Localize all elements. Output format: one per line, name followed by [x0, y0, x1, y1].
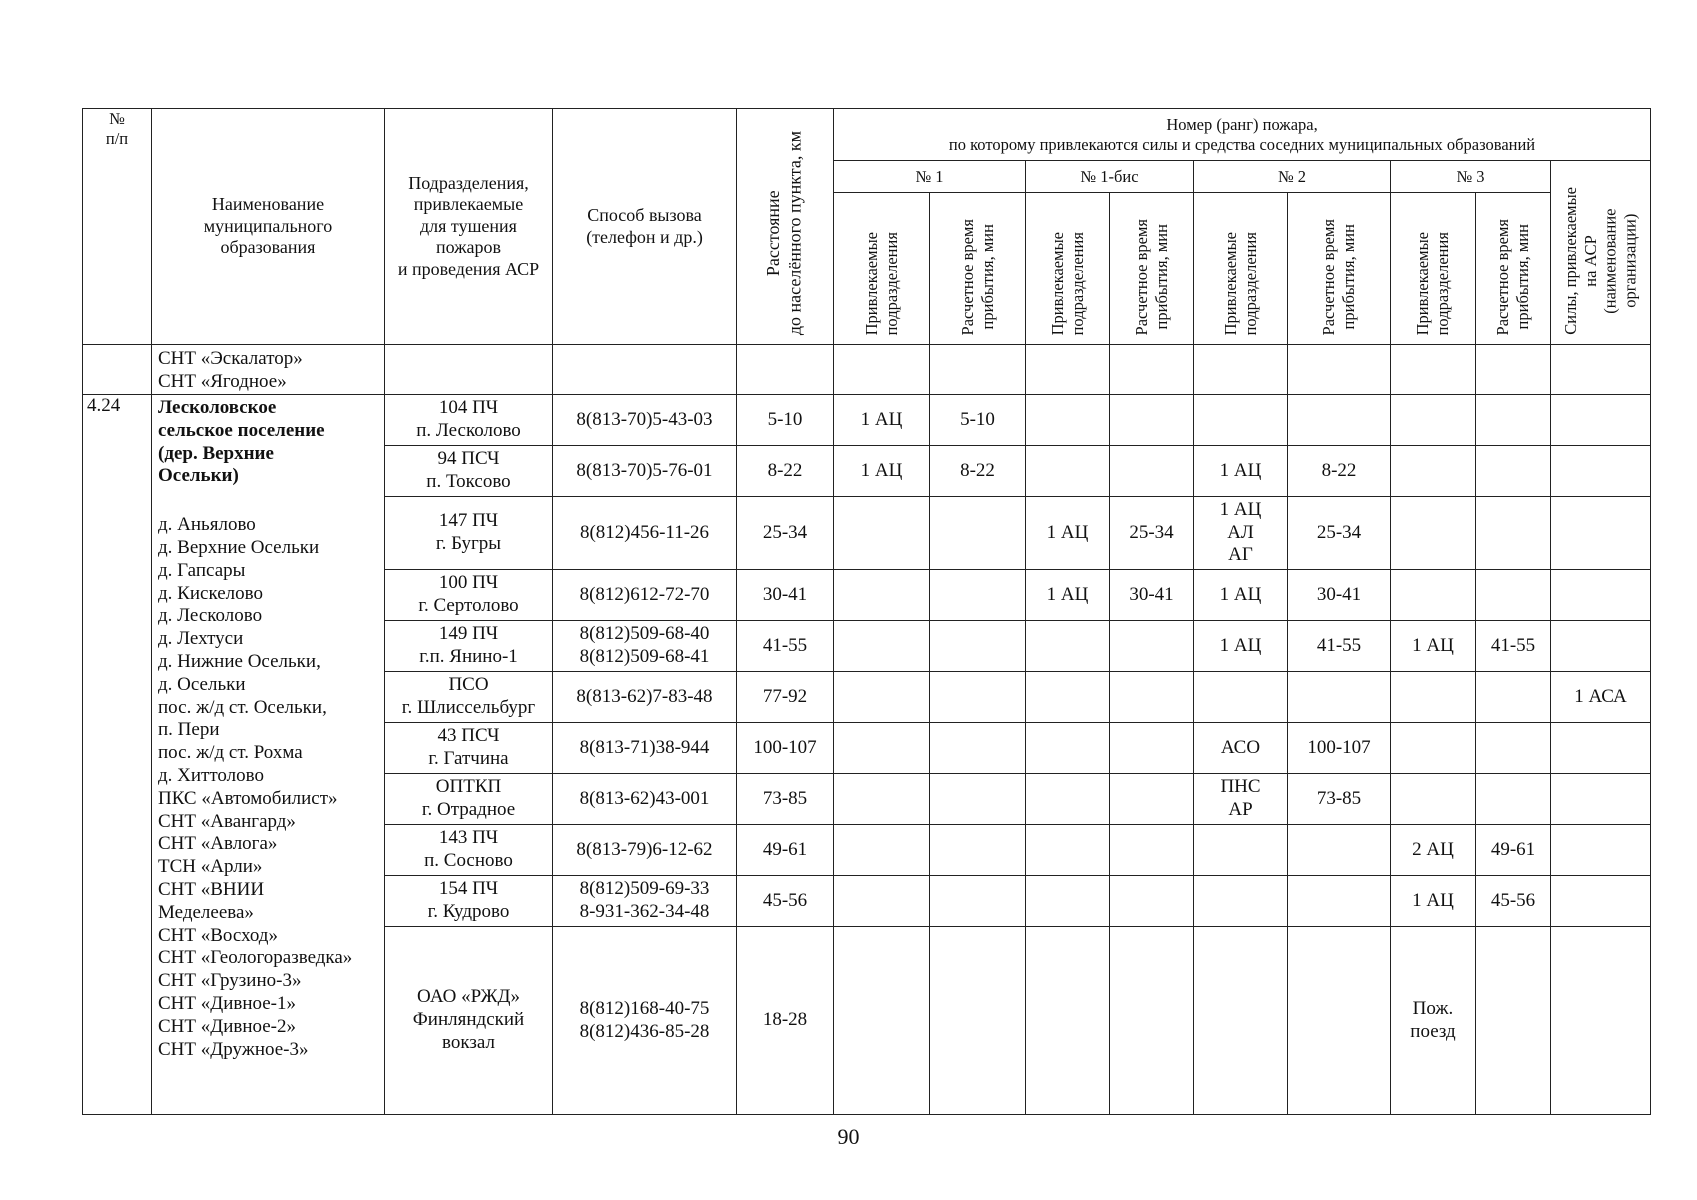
rank3-units-cell — [1391, 497, 1476, 570]
rank1-units-cell — [834, 927, 930, 1115]
rank2-units-cell — [1194, 876, 1288, 927]
rank3-time-cell — [1476, 497, 1551, 570]
rank2-units-cell — [1194, 825, 1288, 876]
fire-forces-table — [82, 108, 1651, 1115]
header-r1-time: Расчетное время прибытия, мин — [930, 193, 1026, 345]
header-call: Способ вызова (телефон и др.) — [553, 109, 737, 345]
header-name: Наименование муниципального образования — [152, 109, 385, 345]
rank1-time-cell — [930, 723, 1026, 774]
unit-cell: 43 ПСЧ г. Гатчина — [385, 723, 553, 774]
unit-cell: 104 ПЧ п. Лесколово — [385, 395, 553, 446]
asr-forces-cell — [1551, 621, 1651, 672]
rank2-time-cell — [1288, 672, 1391, 723]
rank1-units-cell — [834, 672, 930, 723]
rank3-time-cell — [1476, 774, 1551, 825]
rank1bis-time-cell — [1110, 774, 1194, 825]
call-method-cell: 8(812)509-68-40 8(812)509-68-41 — [553, 621, 737, 672]
rank1-time-cell — [930, 825, 1026, 876]
rank3-time-cell — [1476, 723, 1551, 774]
header-rank-1: № 1 — [834, 161, 1026, 193]
rank1-time-cell — [930, 876, 1026, 927]
asr-forces-cell — [1551, 723, 1651, 774]
rank2-time-cell: 25-34 — [1288, 497, 1391, 570]
rank2-units-cell: ПНС АР — [1194, 774, 1288, 825]
asr-forces-cell — [1551, 774, 1651, 825]
rank1bis-time-cell — [1110, 395, 1194, 446]
rank3-time-cell — [1476, 672, 1551, 723]
rank1-units-cell — [834, 825, 930, 876]
distance-cell: 18-28 — [737, 927, 834, 1115]
header-distance: Расстояние до населённого пункта, км — [737, 109, 834, 345]
asr-forces-cell — [1551, 825, 1651, 876]
rank1bis-units-cell — [1026, 774, 1110, 825]
distance-cell: 45-56 — [737, 876, 834, 927]
rank3-units-cell: 1 АЦ — [1391, 876, 1476, 927]
header-asr-forces: Силы, привлекаемые на АСР (наименование организации) — [1551, 161, 1651, 345]
distance-cell: 49-61 — [737, 825, 834, 876]
rank1-time-cell — [930, 927, 1026, 1115]
rank1bis-units-cell — [1026, 876, 1110, 927]
rank1bis-units-cell — [1026, 395, 1110, 446]
rank2-time-cell: 73-85 — [1288, 774, 1391, 825]
section-number: 4.24 — [83, 395, 152, 1115]
distance-cell: 30-41 — [737, 570, 834, 621]
unit-cell: 154 ПЧ г. Кудрово — [385, 876, 553, 927]
rank2-time-cell: 8-22 — [1288, 446, 1391, 497]
rank3-units-cell: 2 АЦ — [1391, 825, 1476, 876]
rank1-time-cell — [930, 570, 1026, 621]
rank3-units-cell — [1391, 395, 1476, 446]
continuation-row — [83, 345, 1651, 395]
rank1bis-time-cell — [1110, 621, 1194, 672]
call-method-cell: 8(813-70)5-43-03 — [553, 395, 737, 446]
distance-cell: 77-92 — [737, 672, 834, 723]
rank1-time-cell — [930, 774, 1026, 825]
rank1bis-time-cell — [1110, 723, 1194, 774]
distance-cell: 8-22 — [737, 446, 834, 497]
rank2-units-cell: АСО — [1194, 723, 1288, 774]
unit-cell: ОПТКП г. Отрадное — [385, 774, 553, 825]
unit-cell: ОАО «РЖД» Финляндский вокзал — [385, 927, 553, 1115]
rank2-units-cell: 1 АЦ — [1194, 621, 1288, 672]
rank3-time-cell — [1476, 446, 1551, 497]
rank1-time-cell — [930, 621, 1026, 672]
rank3-time-cell — [1476, 570, 1551, 621]
header-rank-2: № 2 — [1194, 161, 1391, 193]
header-num: № п/п — [83, 109, 152, 345]
rank1-time-cell — [930, 497, 1026, 570]
rank1bis-units-cell — [1026, 446, 1110, 497]
rank1bis-time-cell: 25-34 — [1110, 497, 1194, 570]
page-number: 90 — [837, 1124, 860, 1149]
rank1bis-units-cell — [1026, 927, 1110, 1115]
rank1bis-time-cell — [1110, 672, 1194, 723]
rank1-units-cell — [834, 723, 930, 774]
rank1bis-time-cell — [1110, 446, 1194, 497]
rank2-units-cell — [1194, 395, 1288, 446]
rank3-time-cell: 41-55 — [1476, 621, 1551, 672]
header-r2-units: Привлекаемые подразделения — [1194, 193, 1288, 345]
asr-forces-cell: 1 АСА — [1551, 672, 1651, 723]
header-units: Подразделения, привлекаемые для тушения пожаров и проведения АСР — [385, 109, 553, 345]
distance-cell: 25-34 — [737, 497, 834, 570]
header-r1bis-units: Привлекаемые подразделения — [1026, 193, 1110, 345]
call-method-cell: 8(813-70)5-76-01 — [553, 446, 737, 497]
rank3-units-cell: Пож. поезд — [1391, 927, 1476, 1115]
asr-forces-cell — [1551, 395, 1651, 446]
rank1bis-units-cell: 1 АЦ — [1026, 570, 1110, 621]
rank1-time-cell: 8-22 — [930, 446, 1026, 497]
rank3-time-cell: 49-61 — [1476, 825, 1551, 876]
rank1bis-time-cell — [1110, 927, 1194, 1115]
rank1-units-cell — [834, 497, 930, 570]
rank3-time-cell — [1476, 927, 1551, 1115]
rank1bis-units-cell — [1026, 621, 1110, 672]
distance-cell: 41-55 — [737, 621, 834, 672]
rank2-units-cell: 1 АЦ — [1194, 446, 1288, 497]
asr-forces-cell — [1551, 570, 1651, 621]
call-method-cell: 8(812)509-69-33 8-931-362-34-48 — [553, 876, 737, 927]
rank1-units-cell — [834, 876, 930, 927]
rank2-time-cell — [1288, 927, 1391, 1115]
asr-forces-cell — [1551, 497, 1651, 570]
rank1-units-cell: 1 АЦ — [834, 446, 930, 497]
rank3-units-cell — [1391, 446, 1476, 497]
unit-cell: 147 ПЧ г. Бугры — [385, 497, 553, 570]
header-rank-3: № 3 — [1391, 161, 1551, 193]
rank3-units-cell — [1391, 570, 1476, 621]
rank1bis-units-cell — [1026, 672, 1110, 723]
rank1-time-cell — [930, 672, 1026, 723]
rank3-units-cell — [1391, 672, 1476, 723]
distance-cell: 73-85 — [737, 774, 834, 825]
rank1-units-cell — [834, 774, 930, 825]
unit-cell: 149 ПЧ г.п. Янино-1 — [385, 621, 553, 672]
asr-forces-cell — [1551, 446, 1651, 497]
rank1bis-units-cell — [1026, 723, 1110, 774]
header-r1bis-time: Расчетное время прибытия, мин — [1110, 193, 1194, 345]
rank2-time-cell: 41-55 — [1288, 621, 1391, 672]
header-r1-units: Привлекаемые подразделения — [834, 193, 930, 345]
rank1-units-cell — [834, 570, 930, 621]
header-r3-units: Привлекаемые подразделения — [1391, 193, 1476, 345]
call-method-cell: 8(812)456-11-26 — [553, 497, 737, 570]
rank3-time-cell: 45-56 — [1476, 876, 1551, 927]
rank2-time-cell — [1288, 395, 1391, 446]
rank2-time-cell: 100-107 — [1288, 723, 1391, 774]
rank1-units-cell — [834, 621, 930, 672]
header-rank-title: Номер (ранг) пожара, по которому привлекаются силы и средства соседних муниципальных образований — [834, 109, 1651, 161]
municipality-cell — [152, 395, 385, 1115]
rank1bis-time-cell: 30-41 — [1110, 570, 1194, 621]
asr-forces-cell — [1551, 927, 1651, 1115]
call-method-cell: 8(813-62)43-001 — [553, 774, 737, 825]
rank1bis-time-cell — [1110, 876, 1194, 927]
rank2-time-cell — [1288, 876, 1391, 927]
continuation-text: СНТ «Эскалатор» СНТ «Ягодное» — [152, 345, 385, 395]
rank1-units-cell: 1 АЦ — [834, 395, 930, 446]
call-method-cell: 8(813-62)7-83-48 — [553, 672, 737, 723]
distance-cell: 5-10 — [737, 395, 834, 446]
call-method-cell: 8(812)168-40-75 8(812)436-85-28 — [553, 927, 737, 1115]
unit-cell: 94 ПСЧ п. Токсово — [385, 446, 553, 497]
unit-cell: 143 ПЧ п. Сосново — [385, 825, 553, 876]
municipality-title: Лесколовское сельское поселение (дер. Верхние Осельки) — [158, 397, 325, 487]
rank2-time-cell: 30-41 — [1288, 570, 1391, 621]
rank1bis-units-cell: 1 АЦ — [1026, 497, 1110, 570]
rank3-time-cell — [1476, 395, 1551, 446]
rank3-units-cell: 1 АЦ — [1391, 621, 1476, 672]
distance-cell: 100-107 — [737, 723, 834, 774]
rank1bis-time-cell — [1110, 825, 1194, 876]
unit-cell: 100 ПЧ г. Сертолово — [385, 570, 553, 621]
rank2-units-cell: 1 АЦ АЛ АГ — [1194, 497, 1288, 570]
table-row — [83, 395, 1651, 446]
continuation-num — [83, 345, 152, 395]
call-method-cell: 8(813-71)38-944 — [553, 723, 737, 774]
rank2-time-cell — [1288, 825, 1391, 876]
header-r3-time: Расчетное время прибытия, мин — [1476, 193, 1551, 345]
unit-cell: ПСО г. Шлиссельбург — [385, 672, 553, 723]
rank1bis-units-cell — [1026, 825, 1110, 876]
call-method-cell: 8(813-79)6-12-62 — [553, 825, 737, 876]
header-rank-1bis: № 1-бис — [1026, 161, 1194, 193]
rank2-units-cell — [1194, 927, 1288, 1115]
rank2-units-cell: 1 АЦ — [1194, 570, 1288, 621]
header-r2-time: Расчетное время прибытия, мин — [1288, 193, 1391, 345]
rank2-units-cell — [1194, 672, 1288, 723]
settlement-list: д. Аньялово д. Верхние Осельки д. Гапсары д. Кискелово д. Лесколово д. Лехтуси д. Нижние Осельки, д. Осельки пос. ж/д ст. Осельки, п. Пери пос. ж/д ст. Рохма д. Хиттолово ПКС «Автомобилист» СНТ «Авангард» СНТ «Авлога» ТСН «Арли» СНТ «ВНИИ Меделеева» СНТ «Восход» СНТ «Геологоразведка» СНТ «Грузино-3» СНТ «Дивное-1» СНТ «Дивное-2» СНТ «Дружное-3» — [158, 514, 353, 1060]
asr-forces-cell — [1551, 876, 1651, 927]
rank1-time-cell: 5-10 — [930, 395, 1026, 446]
rank3-units-cell — [1391, 774, 1476, 825]
call-method-cell: 8(812)612-72-70 — [553, 570, 737, 621]
rank3-units-cell — [1391, 723, 1476, 774]
